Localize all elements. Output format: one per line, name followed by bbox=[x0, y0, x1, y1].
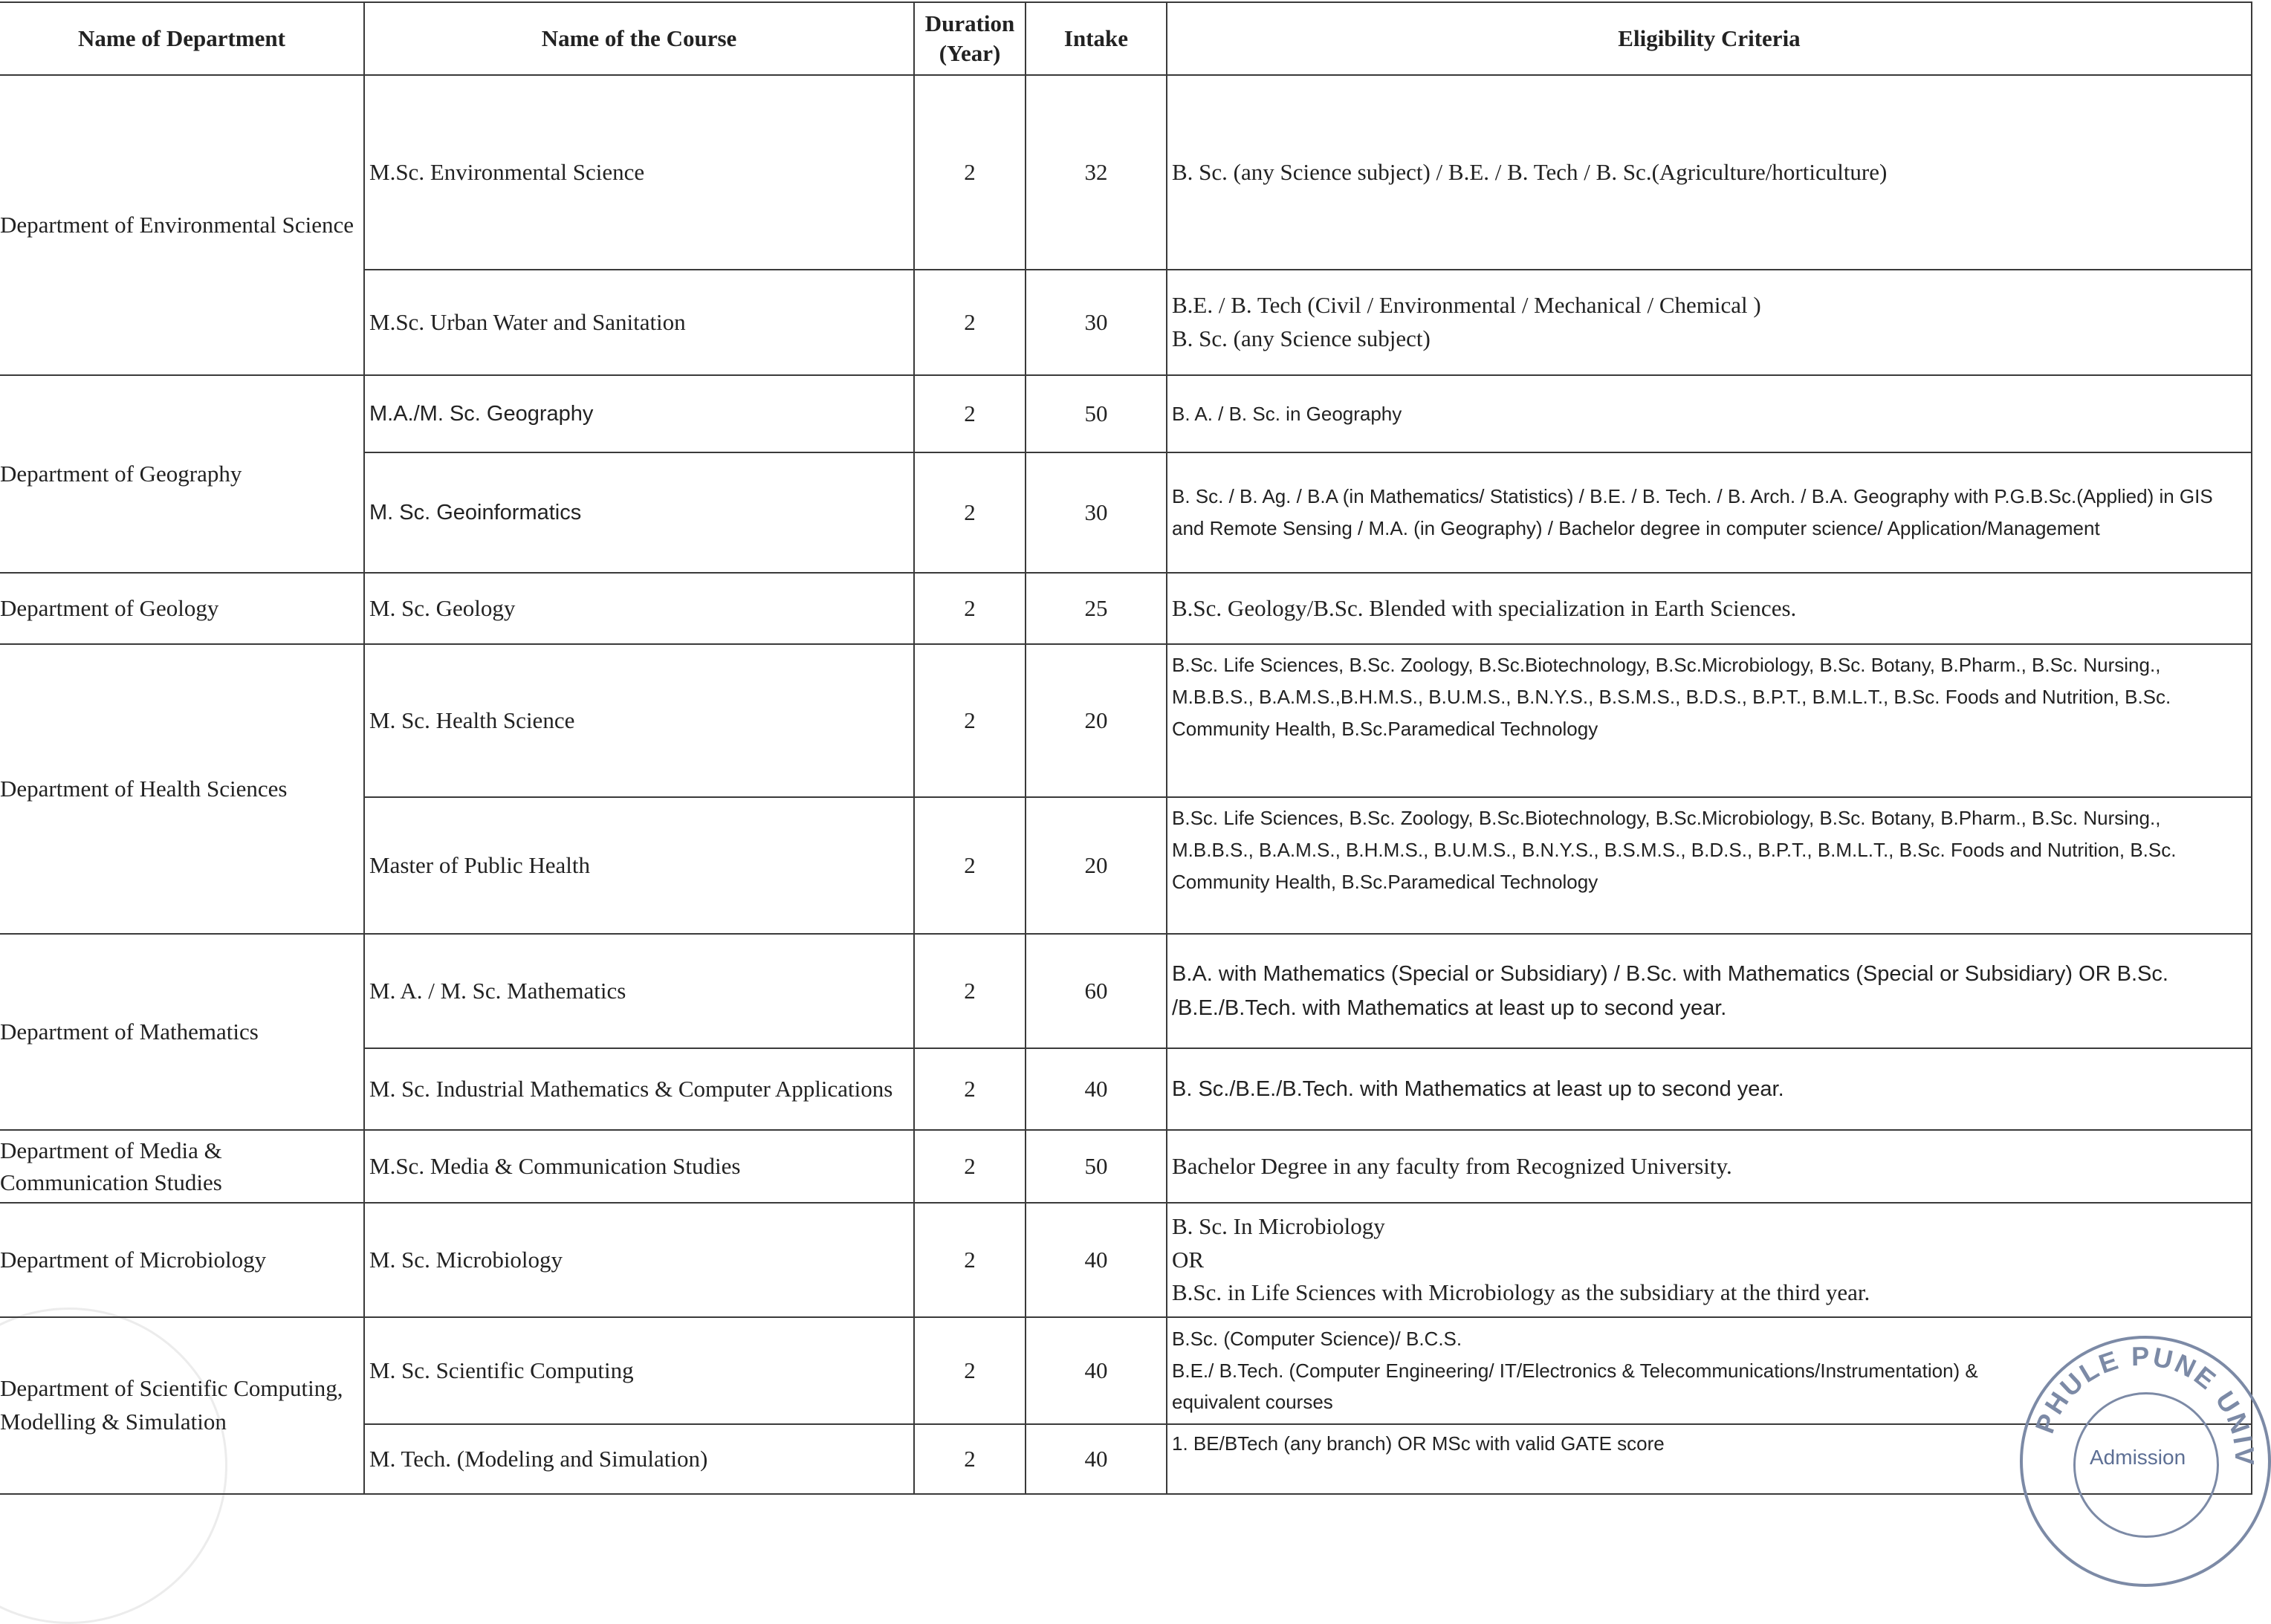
duration-cell: 2 bbox=[914, 452, 1026, 573]
course-cell: M. Sc. Geoinformatics bbox=[364, 452, 914, 573]
department-cell: Department of Scientific Computing, Modelling & Simulation bbox=[0, 1317, 364, 1494]
header-department: Name of Department bbox=[0, 2, 364, 75]
duration-cell: 2 bbox=[914, 375, 1026, 452]
intake-cell: 32 bbox=[1026, 75, 1167, 270]
duration-cell: 2 bbox=[914, 1130, 1026, 1203]
courses-table bbox=[0, 1, 2252, 1495]
header-intake: Intake bbox=[1026, 2, 1167, 75]
stamp-admission-label: Admission bbox=[2090, 1446, 2186, 1469]
duration-cell: 2 bbox=[914, 797, 1026, 934]
intake-cell: 30 bbox=[1026, 270, 1167, 375]
table-row bbox=[0, 75, 2252, 270]
intake-cell: 40 bbox=[1026, 1424, 1167, 1494]
svg-text:PHULE PUNE UNIV: PHULE PUNE UNIV bbox=[2029, 1340, 2261, 1468]
course-cell: Master of Public Health bbox=[364, 797, 914, 934]
table-row bbox=[0, 934, 2252, 1048]
course-cell: M. Tech. (Modeling and Simulation) bbox=[364, 1424, 914, 1494]
table-row bbox=[0, 573, 2252, 644]
intake-cell: 60 bbox=[1026, 934, 1167, 1048]
course-cell: M.A./M. Sc. Geography bbox=[364, 375, 914, 452]
department-cell: Department of Geography bbox=[0, 375, 364, 573]
intake-cell: 50 bbox=[1026, 375, 1167, 452]
table-row bbox=[0, 644, 2252, 797]
intake-cell: 20 bbox=[1026, 644, 1167, 797]
intake-cell: 40 bbox=[1026, 1048, 1167, 1130]
eligibility-cell: B.Sc. (Computer Science)/ B.C.S. B.E./ B.Tech. (Computer Engineering/ IT/Electronics & Telecommunications/Instrumentation) & equivalent courses bbox=[1167, 1317, 2252, 1424]
intake-cell: 20 bbox=[1026, 797, 1167, 934]
header-row bbox=[0, 2, 2252, 75]
department-cell: Department of Microbiology bbox=[0, 1203, 364, 1317]
course-cell: M. Sc. Microbiology bbox=[364, 1203, 914, 1317]
eligibility-cell: B.E. / B. Tech (Civil / Environmental / Mechanical / Chemical ) B. Sc. (any Science subject) bbox=[1167, 270, 2252, 375]
department-cell: Department of Mathematics bbox=[0, 934, 364, 1130]
department-cell: Department of Environmental Science bbox=[0, 75, 364, 375]
course-cell: M. Sc. Health Science bbox=[364, 644, 914, 797]
course-cell: M.Sc. Media & Communication Studies bbox=[364, 1130, 914, 1203]
eligibility-cell: B. Sc. In Microbiology OR B.Sc. in Life Sciences with Microbiology as the subsidiary at the third year. bbox=[1167, 1203, 2252, 1317]
table-row bbox=[0, 1317, 2252, 1424]
duration-cell: 2 bbox=[914, 1317, 1026, 1424]
table-row bbox=[0, 375, 2252, 452]
duration-cell: 2 bbox=[914, 1203, 1026, 1317]
course-cell: M. Sc. Industrial Mathematics & Computer Applications bbox=[364, 1048, 914, 1130]
duration-cell: 2 bbox=[914, 75, 1026, 270]
intake-cell: 40 bbox=[1026, 1317, 1167, 1424]
eligibility-cell: B.Sc. Life Sciences, B.Sc. Zoology, B.Sc.Biotechnology, B.Sc.Microbiology, B.Sc. Botany, B.Pharm., B.Sc. Nursing., M.B.B.S., B.A.M.S.,B.H.M.S., B.U.M.S., B.N.Y.S., B.S.M.S., B.D.S., B.P.T., B.M.L.T., B.Sc. Foods and Nutrition, B.Sc. Community Health, B.Sc.Paramedical Technology bbox=[1167, 644, 2252, 797]
duration-cell: 2 bbox=[914, 1424, 1026, 1494]
duration-cell: 2 bbox=[914, 270, 1026, 375]
intake-cell: 30 bbox=[1026, 452, 1167, 573]
duration-cell: 2 bbox=[914, 573, 1026, 644]
header-duration: Duration (Year) bbox=[914, 2, 1026, 75]
intake-cell: 40 bbox=[1026, 1203, 1167, 1317]
eligibility-cell: 1. BE/BTech (any branch) OR MSc with valid GATE score bbox=[1167, 1424, 2252, 1494]
course-cell: M. A. / M. Sc. Mathematics bbox=[364, 934, 914, 1048]
duration-cell: 2 bbox=[914, 644, 1026, 797]
eligibility-cell: B.Sc. Life Sciences, B.Sc. Zoology, B.Sc.Biotechnology, B.Sc.Microbiology, B.Sc. Botany, B.Pharm., B.Sc. Nursing., M.B.B.S., B.A.M.S., B.H.M.S., B.U.M.S., B.N.Y.S., B.S.M.S., B.D.S., B.P.T., B.M.L.T., B.Sc. Foods and Nutrition, B.Sc. Community Health, B.Sc.Paramedical Technology bbox=[1167, 797, 2252, 934]
eligibility-cell: B. Sc./B.E./B.Tech. with Mathematics at least up to second year. bbox=[1167, 1048, 2252, 1130]
intake-cell: 25 bbox=[1026, 573, 1167, 644]
eligibility-cell: B. Sc. / B. Ag. / B.A (in Mathematics/ Statistics) / B.E. / B. Tech. / B. Arch. / B.A. Geography with P.G.B.Sc.(Applied) in GIS and Remote Sensing / M.A. (in Geography) / Bachelor degree in computer science/ Application/Management bbox=[1167, 452, 2252, 573]
eligibility-cell: B.Sc. Geology/B.Sc. Blended with specialization in Earth Sciences. bbox=[1167, 573, 2252, 644]
department-cell: Department of Geology bbox=[0, 573, 364, 644]
course-cell: M.Sc. Environmental Science bbox=[364, 75, 914, 270]
intake-cell: 50 bbox=[1026, 1130, 1167, 1203]
eligibility-cell: B. Sc. (any Science subject) / B.E. / B. Tech / B. Sc.(Agriculture/horticulture) bbox=[1167, 75, 2252, 270]
eligibility-cell: B.A. with Mathematics (Special or Subsidiary) / B.Sc. with Mathematics (Special or Subsidiary) OR B.Sc. /B.E./B.Tech. with Mathematics at least up to second year. bbox=[1167, 934, 2252, 1048]
header-eligibility: Eligibility Criteria bbox=[1167, 2, 2252, 75]
duration-cell: 2 bbox=[914, 934, 1026, 1048]
eligibility-cell: B. A. / B. Sc. in Geography bbox=[1167, 375, 2252, 452]
eligibility-cell: Bachelor Degree in any faculty from Recognized University. bbox=[1167, 1130, 2252, 1203]
department-cell: Department of Media & Communication Studies bbox=[0, 1130, 364, 1203]
course-cell: M.Sc. Urban Water and Sanitation bbox=[364, 270, 914, 375]
course-cell: M. Sc. Scientific Computing bbox=[364, 1317, 914, 1424]
course-cell: M. Sc. Geology bbox=[364, 573, 914, 644]
duration-cell: 2 bbox=[914, 1048, 1026, 1130]
table-row bbox=[0, 1203, 2252, 1317]
table-row bbox=[0, 1130, 2252, 1203]
department-cell: Department of Health Sciences bbox=[0, 644, 364, 934]
header-course: Name of the Course bbox=[364, 2, 914, 75]
